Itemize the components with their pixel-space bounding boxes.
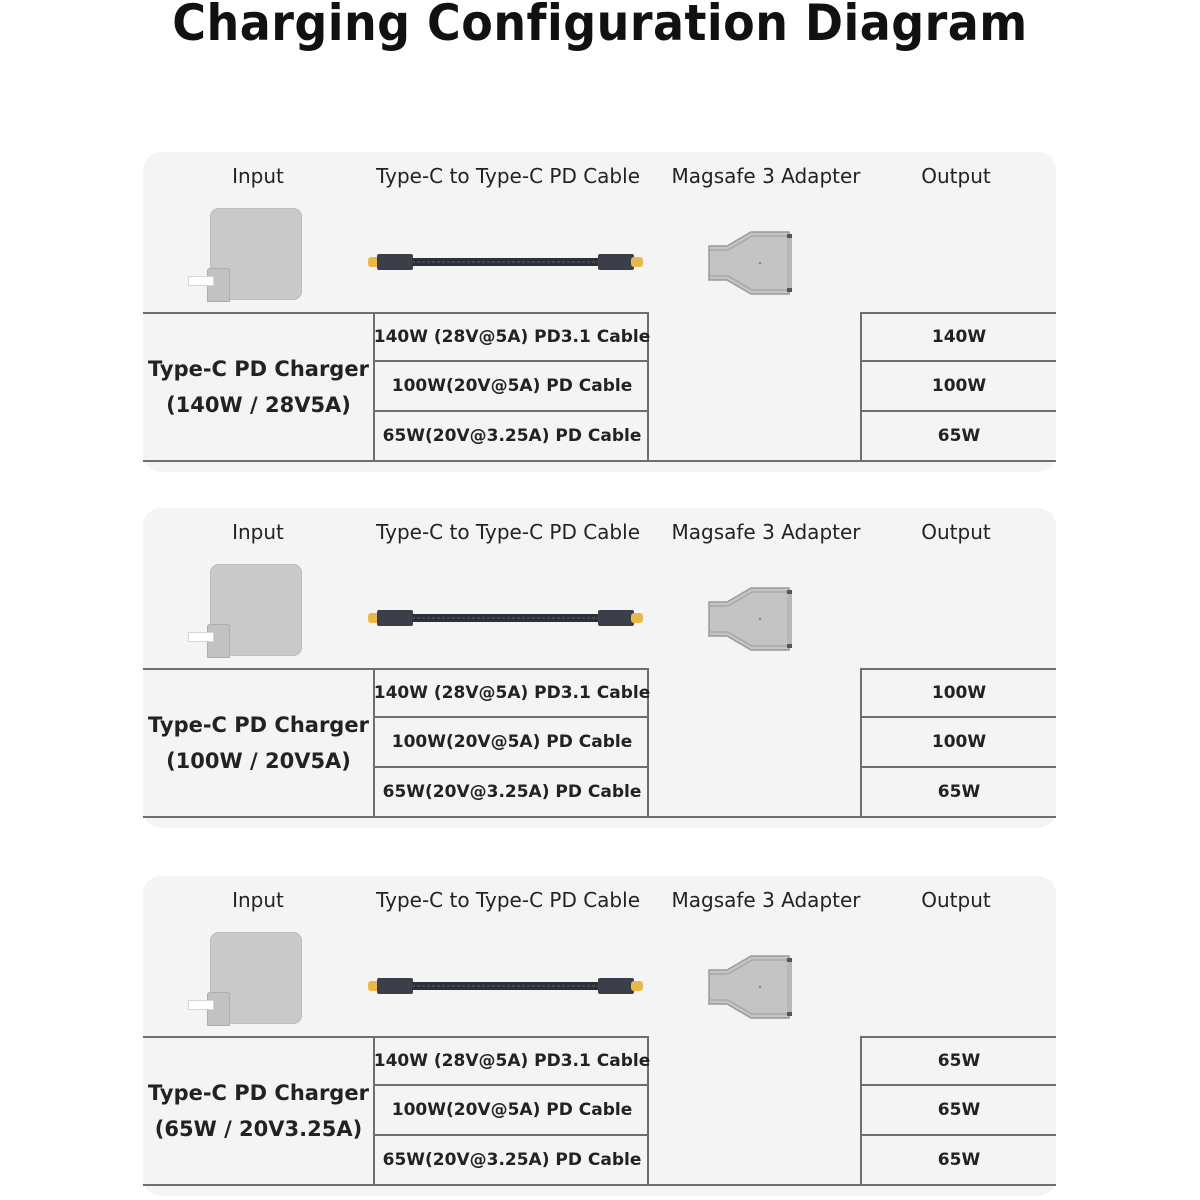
config-card-2 bbox=[143, 508, 1056, 828]
column-header-output: Output bbox=[921, 888, 991, 912]
charger-plug bbox=[188, 276, 214, 286]
charger-name: Type-C PD Charger bbox=[148, 713, 369, 737]
output-value: 140W bbox=[931, 327, 987, 347]
usb-c-charger-icon bbox=[210, 564, 302, 656]
column-header-input: Input bbox=[232, 888, 284, 912]
column-header-cable: Type-C to Type-C PD Cable bbox=[376, 520, 640, 544]
output-value: 65W bbox=[937, 1051, 981, 1071]
cable-option-100w: 100W(20V@5A) PD Cable bbox=[391, 732, 633, 752]
config-table bbox=[143, 312, 1056, 462]
column-header-input: Input bbox=[232, 164, 284, 188]
config-card-3 bbox=[143, 876, 1056, 1196]
config-card-1 bbox=[143, 152, 1056, 472]
charger-name: Type-C PD Charger bbox=[148, 357, 369, 381]
charger-rating: (100W / 20V5A) bbox=[166, 749, 351, 773]
cable-option-100w: 100W(20V@5A) PD Cable bbox=[391, 1100, 633, 1120]
output-value: 65W bbox=[937, 426, 981, 446]
cable-option-65w: 65W(20V@3.25A) PD Cable bbox=[382, 782, 642, 802]
cable-option-65w: 65W(20V@3.25A) PD Cable bbox=[382, 426, 642, 446]
cable-option-65w: 65W(20V@3.25A) PD Cable bbox=[382, 1150, 642, 1170]
charger-spec bbox=[143, 668, 374, 818]
usb-c-cable-icon bbox=[368, 608, 643, 628]
charger-rating: (140W / 28V5A) bbox=[166, 393, 351, 417]
column-header-cable: Type-C to Type-C PD Cable bbox=[376, 164, 640, 188]
column-header-adapter: Magsafe 3 Adapter bbox=[671, 888, 861, 912]
cable-option-100w: 100W(20V@5A) PD Cable bbox=[391, 376, 633, 396]
charger-name: Type-C PD Charger bbox=[148, 1081, 369, 1105]
usb-c-charger-icon bbox=[210, 932, 302, 1024]
usb-c-cable-icon bbox=[368, 976, 643, 996]
column-header-adapter: Magsafe 3 Adapter bbox=[671, 520, 861, 544]
charger-spec bbox=[143, 312, 374, 462]
charger-rating: (65W / 20V3.25A) bbox=[154, 1117, 363, 1141]
usb-c-cable-icon bbox=[368, 252, 643, 272]
page-title: Charging Configuration Diagram bbox=[172, 0, 1028, 52]
output-value: 65W bbox=[937, 1100, 981, 1120]
charger-plug bbox=[188, 1000, 214, 1010]
output-value: 65W bbox=[937, 782, 981, 802]
charger-plug bbox=[188, 632, 214, 642]
config-table bbox=[143, 668, 1056, 818]
output-value: 100W bbox=[931, 683, 987, 703]
output-value: 100W bbox=[931, 376, 987, 396]
column-header-cable: Type-C to Type-C PD Cable bbox=[376, 888, 640, 912]
magsafe-adapter-icon bbox=[707, 230, 795, 296]
cable-option-140w: 140W (28V@5A) PD3.1 Cable bbox=[373, 327, 651, 347]
config-table bbox=[143, 1036, 1056, 1186]
magsafe-adapter-icon bbox=[707, 586, 795, 652]
cable-option-140w: 140W (28V@5A) PD3.1 Cable bbox=[373, 1051, 651, 1071]
magsafe-adapter-icon bbox=[707, 954, 795, 1020]
column-header-output: Output bbox=[921, 520, 991, 544]
column-header-adapter: Magsafe 3 Adapter bbox=[671, 164, 861, 188]
column-header-output: Output bbox=[921, 164, 991, 188]
cable-option-140w: 140W (28V@5A) PD3.1 Cable bbox=[373, 683, 651, 703]
charger-spec bbox=[143, 1036, 374, 1186]
usb-c-charger-icon bbox=[210, 208, 302, 300]
output-value: 100W bbox=[931, 732, 987, 752]
output-value: 65W bbox=[937, 1150, 981, 1170]
column-header-input: Input bbox=[232, 520, 284, 544]
